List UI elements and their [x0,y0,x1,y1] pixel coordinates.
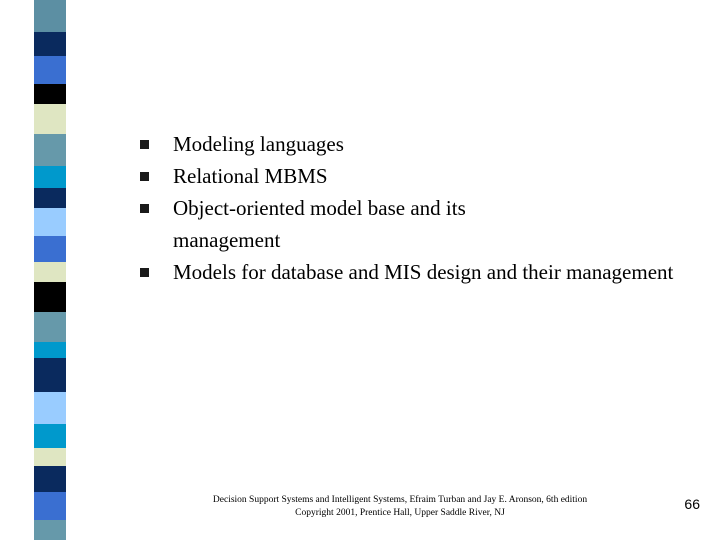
stripe-block [34,0,66,32]
bullet-item [140,192,573,256]
stripe-block [34,424,66,448]
stripe-block [34,104,66,134]
bullet-text: Models for database and MIS design and their management [173,260,674,284]
slide-footer [150,494,650,520]
bullet-item [140,160,680,192]
bullet-text: Relational MBMS [173,164,328,188]
square-bullet-icon [140,140,149,149]
stripe-block [34,56,66,84]
bullet-list [140,128,680,288]
stripe-block [34,208,66,236]
footer-citation: Decision Support Systems and Intelligent Systems, Efraim Turban and Jay E. Aronson, 6th edition [212,495,588,505]
stripe-block [34,32,66,56]
stripe-block [34,236,66,262]
stripe-block [34,84,66,104]
stripe-block [34,134,66,166]
stripe-block [34,392,66,424]
stripe-block [34,188,66,208]
stripe-block [34,262,66,282]
stripe-block [34,448,66,466]
square-bullet-icon [140,204,149,213]
bullet-text: Object-oriented model base and its management [173,196,466,252]
footer-copyright: Copyright 2001, Prentice Hall, Upper Saddle River, NJ [295,508,505,518]
bullet-text: Modeling languages [173,132,344,156]
square-bullet-icon [140,172,149,181]
square-bullet-icon [140,268,149,277]
stripe-block [34,282,66,312]
stripe-block [34,358,66,392]
bullet-item [140,128,680,160]
page-number: 66 [684,496,700,512]
stripe-block [34,466,66,492]
stripe-block [34,166,66,188]
bullet-item [140,256,693,288]
stripe-block [34,312,66,342]
decorative-stripe [0,0,70,540]
stripe-block [34,520,66,540]
stripe-block [34,342,66,358]
stripe-block [34,492,66,520]
